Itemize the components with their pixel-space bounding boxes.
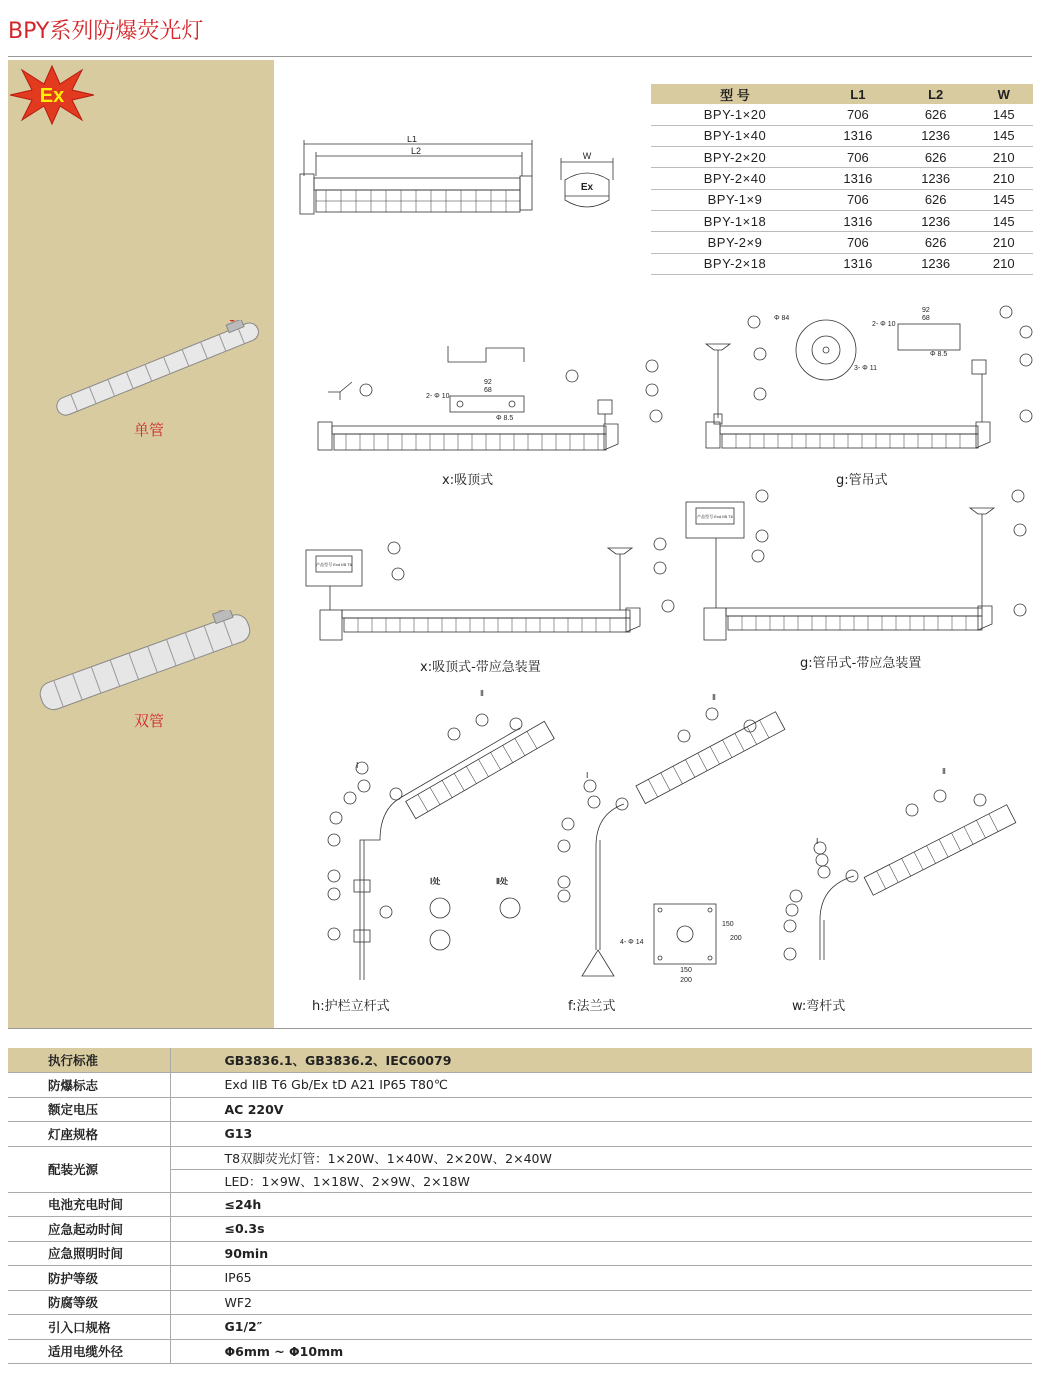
pipe-pendant-diagram [700,304,1036,464]
spec-key: 防爆标志 [8,1073,170,1098]
spec-key: 电池充电时间 [8,1192,170,1217]
pipe-pendant-emergency-diagram [680,486,1036,646]
spec-value: ≤24h [170,1192,1032,1217]
flange-mount-diagram [556,690,796,990]
spec-value: GB3836.1、GB3836.2、IEC60079 [170,1048,1032,1073]
f-200-v-label: 200 [730,935,742,942]
spec-row-charge-time [8,1192,1032,1217]
double-tube-label: 双管 [134,712,165,730]
caption-f-flange: f:法兰式 [568,999,616,1014]
spec-key: 执行标准 [8,1048,170,1073]
table-row: BPY-2×18 1316 1236 210 [651,253,1033,274]
caption-x-ceiling: x:吸顶式 [442,473,494,488]
spec-row-cable-diameter [8,1339,1032,1364]
spec-value: G13 [170,1122,1032,1147]
spec-row-start-time [8,1217,1032,1242]
col-w: W [975,84,1033,104]
col-l1: L1 [819,84,897,104]
spec-row-anticorrosion [8,1290,1032,1315]
h-II-marker: Ⅱ [480,690,484,698]
f-150-label: 150 [680,967,692,974]
table-row: BPY-2×20 706 626 210 [651,147,1033,168]
x-phi85-label: Φ 8.5 [496,415,514,422]
spec-value: ≤0.3s [170,1217,1032,1242]
ceiling-mount-emergency-diagram [296,536,682,648]
spec-value: G1/2″ [170,1315,1032,1340]
spec-value: AC 220V [170,1097,1032,1122]
caption-g-emergency: g:管吊式-带应急装置 [800,656,922,671]
spec-value: Exd IIB T6 Gb/Ex tD A21 IP65 T80℃ [170,1073,1032,1098]
g-phi84-label: Φ 84 [774,315,790,322]
single-tube-lamp-image [48,320,268,420]
g-68-label: 68 [922,315,930,322]
x-emergency-plate-label: 产品型号 Exd IIB T6 [316,562,352,567]
l1-label: L1 [406,136,418,144]
f-150-v-label: 150 [722,921,734,928]
g-phi85-label: Φ 8.5 [930,351,948,358]
spec-value: Φ6mm ~ Φ10mm [170,1339,1032,1364]
spec-row-inlet [8,1315,1032,1340]
w-label: W [582,151,592,161]
spec-key: 额定电压 [8,1097,170,1122]
table-row: BPY-1×18 1316 1236 145 [651,210,1033,231]
x-92-label: 92 [484,379,492,386]
spec-table [8,1048,1032,1364]
caption-w-bent: w:弯杆式 [792,999,846,1014]
ceiling-mount-diagram [300,340,670,462]
spec-key: 防护等级 [8,1266,170,1291]
f-II-marker: Ⅱ [712,693,716,702]
ex-badge-text: Ex [39,85,65,107]
h-I-marker: Ⅰ [356,761,359,770]
caption-g-pendant: g:管吊式 [836,473,888,488]
caption-h-guardrail: h:护栏立杆式 [312,999,390,1014]
overview-dimension-drawing [296,136,536,222]
spec-key: 灯座规格 [8,1122,170,1147]
spec-row-standard [8,1048,1032,1073]
page-title: BPY系列防爆荧光灯 [8,19,204,44]
spec-value: LED：1×9W、1×18W、2×9W、2×18W [170,1169,1032,1192]
spec-divider [8,1028,1032,1029]
title-divider [8,56,1032,57]
dimension-table-header [651,84,1033,104]
x-68-label: 68 [484,387,492,394]
spec-value: WF2 [170,1290,1032,1315]
table-row: BPY-1×9 706 626 145 [651,189,1033,210]
table-row: BPY-2×40 1316 1236 210 [651,168,1033,189]
spec-row-lampholder [8,1122,1032,1147]
spec-key: 防腐等级 [8,1290,170,1315]
spec-row-protection [8,1266,1032,1291]
col-model: 型 号 [651,84,819,104]
spec-value: 90min [170,1241,1032,1266]
double-tube-lamp-image [34,610,258,720]
h-place2-label: Ⅱ处 [496,877,508,886]
bent-pole-diagram [780,760,1036,990]
caption-x-emergency: x:吸顶式-带应急装置 [420,660,541,675]
spec-key: 配装光源 [8,1146,170,1192]
l2-label: L2 [410,146,422,156]
spec-key: 应急照明时间 [8,1241,170,1266]
spec-row-voltage [8,1097,1032,1122]
spec-key: 应急起动时间 [8,1217,170,1242]
table-row: BPY-2×9 706 626 210 [651,232,1033,253]
dimension-table [651,84,1033,275]
product-sidebar [8,60,274,1028]
spec-key: 引入口规格 [8,1315,170,1340]
w-I-marker: Ⅰ [816,837,819,846]
spec-value: IP65 [170,1266,1032,1291]
end-view-drawing [555,150,619,216]
spec-value: T8双脚荧光灯管：1×20W、1×40W、2×20W、2×40W [170,1146,1032,1169]
f-200-label: 200 [680,977,692,984]
g-2phi10-label: 2- Φ 10 [872,321,896,328]
f-4phi14-label: 4- Φ 14 [620,939,644,946]
g-92-label: 92 [922,307,930,314]
col-l2: L2 [897,84,975,104]
g-3phi11-label: 3- Φ 11 [854,365,877,372]
g-emergency-plate-label: 产品型号 Exd IIB T6 [697,514,733,519]
table-row: BPY-1×20 706 626 145 [651,104,1033,125]
guardrail-pole-diagram [320,690,560,990]
ex-mark-label: Ex [580,182,594,193]
table-row: BPY-1×40 1316 1236 145 [651,125,1033,146]
f-I-marker: Ⅰ [586,771,589,780]
ex-star-icon [10,64,94,126]
w-II-marker: Ⅱ [942,767,946,776]
single-tube-label: 单管 [134,421,165,439]
spec-key: 适用电缆外径 [8,1339,170,1364]
h-place1-label: Ⅰ处 [430,877,441,886]
spec-row-lighting-time [8,1241,1032,1266]
x-2phi10-label: 2- Φ 10 [426,393,450,400]
spec-row-light-source [8,1146,1032,1169]
spec-row-explosion-mark [8,1073,1032,1098]
